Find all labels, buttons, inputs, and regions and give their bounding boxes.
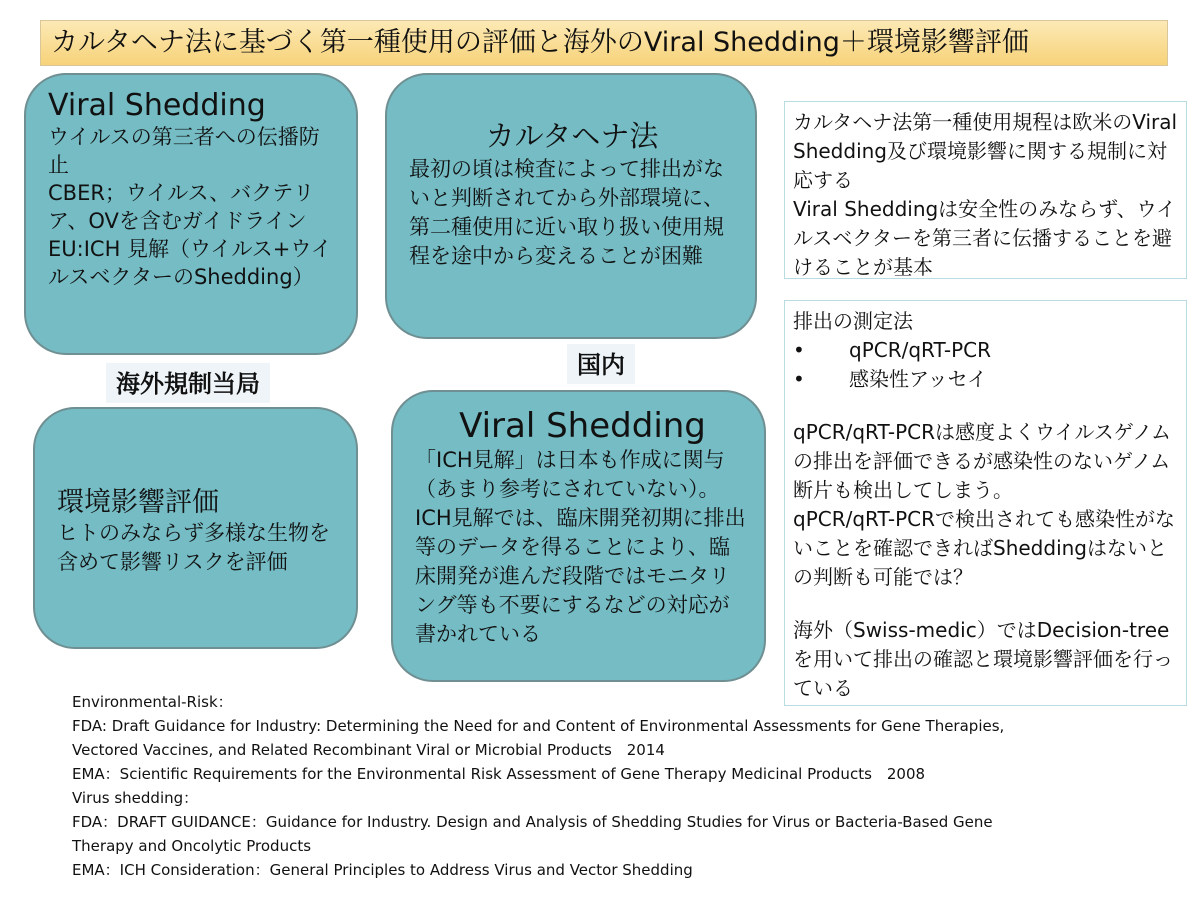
compatibility-note-box xyxy=(784,101,1187,279)
bubble-text: 最初の頃は検査によって排出がないと判断されてから外部環境に、第二種使用に近い取り扱い使用規程を途中から変えることが困難 xyxy=(409,157,724,268)
note-text: Viral Sheddingは安全性のみならず、ウイルスベクターを第三者に伝播することを避けることが基本 xyxy=(793,197,1176,279)
list-item-label: qPCR/qRT-PCR xyxy=(849,338,992,362)
reference-line: FDA：DRAFT GUIDANCE：Guidance for Industry. Design and Analysis of Shedding Studies for Virus or Bacteria-Based Gene xyxy=(72,813,993,831)
bubble-heading: カルタヘナ法 xyxy=(485,119,659,153)
bubble-text: ウイルスの第三者への伝播防止 xyxy=(48,125,320,177)
reference-line: Vectored Vaccines, and Related Recombinant Viral or Microbial Products 2014 xyxy=(72,741,665,759)
overseas-viral-shedding-bubble xyxy=(24,73,358,355)
note-text: カルタヘナ法第一種使用規程は欧米のViral Shedding及び環境影響に関する規制に対応する xyxy=(793,110,1178,192)
bubble-text: 「ICH見解」は日本も作成に関与（あまり参考にされていない）。 xyxy=(415,448,725,501)
bubble-heading: Viral Shedding xyxy=(459,406,706,446)
reference-line: EMA：ICH Consideration：General Principles to Address Virus and Vector Shedding xyxy=(72,861,693,879)
bubble-heading: Viral Shedding xyxy=(48,88,266,123)
reference-line: Therapy and Oncolytic Products xyxy=(72,837,312,855)
bubble-text: EU:ICH 見解（ウイルス+ウイルスベクターのShedding） xyxy=(48,237,332,289)
list-item xyxy=(793,336,1178,365)
cartagena-law-bubble xyxy=(385,73,757,339)
domestic-viral-shedding-bubble xyxy=(391,390,766,682)
environmental-assessment-bubble xyxy=(33,407,358,649)
list-item xyxy=(793,365,1178,394)
reference-line: Environmental-Risk： xyxy=(72,693,233,711)
bubble-text: ICH見解では、臨床開発初期に排出等のデータを得ることにより、臨床開発が進んだ段階ではモニタリング等も不要にするなどの対応が書かれている xyxy=(415,506,746,646)
bubble-text: ヒトのみならず多様な生物を含めて影響リスクを評価 xyxy=(57,521,330,574)
overseas-regulators-label: 海外規制当局 xyxy=(106,363,270,403)
references-list xyxy=(72,690,1172,882)
box-heading: 排出の測定法 xyxy=(793,309,913,333)
bubble-heading: 環境影響評価 xyxy=(57,487,219,518)
reference-line: FDA: Draft Guidance for Industry: Determining the Need for and Content of Environmental Assessments for Gene Therapies, xyxy=(72,717,1005,735)
note-text: 海外（Swiss-medic）ではDecision-treeを用いて排出の確認と環境影響評価を行っている xyxy=(793,618,1173,700)
list-item-label: 感染性アッセイ xyxy=(849,367,987,391)
note-text: qPCR/qRT-PCRで検出されても感染性がないことを確認できればSheddingはないとの判断も可能では？ xyxy=(793,507,1176,589)
bullet-icon: • xyxy=(793,367,805,391)
domestic-label: 国内 xyxy=(567,344,635,384)
measurement-methods-box xyxy=(784,300,1187,706)
bubble-text: CBER；ウイルス、バクテリア、OVを含むガイドライン xyxy=(48,181,315,233)
bullet-icon: • xyxy=(793,338,805,362)
slide-title: カルタヘナ法に基づく第一種使用の評価と海外のViral Shedding＋環境影響評価 xyxy=(40,20,1168,66)
note-text: qPCR/qRT-PCRは感度よくウイルスゲノムの排出を評価できるが感染性のないゲノム断片も検出してしまう。 xyxy=(793,420,1172,502)
reference-line: EMA：Scientific Requirements for the Environmental Risk Assessment of Gene Therapy Medicinal Products 2008 xyxy=(72,765,926,783)
reference-line: Virus shedding： xyxy=(72,789,199,807)
